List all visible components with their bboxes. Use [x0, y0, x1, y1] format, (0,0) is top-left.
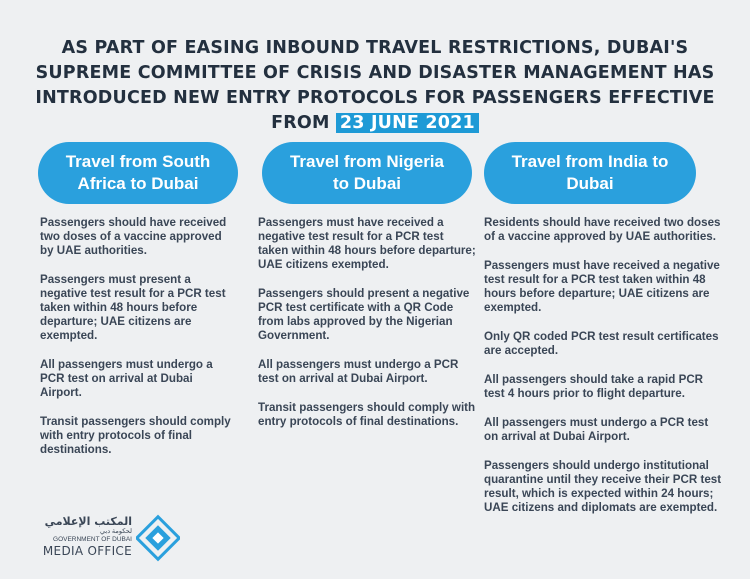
- nigeria-title: Travel from Nigeria to Dubai: [289, 152, 444, 193]
- india-rule: Passengers should undergo institutional quarantine until they receive their PCR test result, which is expected within 24 hours; UAE citizens and diplomats are exempted.: [484, 459, 722, 514]
- media-office-logo: [32, 515, 132, 558]
- south-africa-rule: Passengers should have received two doses of a vaccine approved by UAE authorities.: [40, 216, 227, 257]
- south-africa-rule: Transit passengers should comply with entry protocols of final destinations.: [40, 415, 231, 456]
- logo-government: GOVERNMENT OF DUBAI: [53, 536, 132, 543]
- headline-text: AS PART OF EASING INBOUND TRAVEL RESTRICTIONS, DUBAI'S SUPREME COMMITTEE OF CRISIS AND DISASTER MANAGEMENT HAS INTRODUCED NEW ENTRY PROTOCOLS FOR PASSENGERS EFFECTIVE FROM: [35, 38, 715, 133]
- india-column: [484, 216, 724, 530]
- india-rule: All passengers should take a rapid PCR test 4 hours prior to flight departure.: [484, 373, 704, 400]
- south-africa-rule: Passengers must present a negative test result for a PCR test taken within 48 hours before departure; UAE citizens are exempted.: [40, 273, 226, 342]
- logo-arabic-name: المكتب الإعلامي: [44, 515, 132, 528]
- media-office-emblem-icon: [136, 514, 180, 562]
- india-title: Travel from India to Dubai: [511, 152, 669, 193]
- nigeria-rule: Passengers should present a negative PCR test certificate with a QR Code from labs approved by the Nigerian Government.: [258, 287, 470, 342]
- india-rule: All passengers must undergo a PCR test on arrival at Dubai Airport.: [484, 416, 709, 443]
- india-heading: [484, 142, 696, 204]
- south-africa-title: Travel from South Africa to Dubai: [65, 152, 211, 193]
- nigeria-rule: Transit passengers should comply with entry protocols of final destinations.: [258, 401, 476, 428]
- india-rule: Only QR coded PCR test result certificates are accepted.: [484, 330, 719, 357]
- nigeria-rule: All passengers must undergo a PCR test on arrival at Dubai Airport.: [258, 358, 459, 385]
- india-rule: Residents should have received two doses of a vaccine approved by UAE authorities.: [484, 216, 721, 243]
- nigeria-rule: Passengers must have received a negative test result for a PCR test taken within 48 hours before departure; UAE citizens exempted.: [258, 216, 476, 271]
- nigeria-heading: [262, 142, 472, 204]
- logo-media-office: MEDIA OFFICE: [42, 544, 132, 558]
- south-africa-rule: All passengers must undergo a PCR test on arrival at Dubai Airport.: [40, 358, 213, 399]
- headline: [20, 36, 730, 136]
- headline-date: 23 JUNE 2021: [336, 113, 479, 133]
- south-africa-heading: [38, 142, 238, 204]
- logo-arabic-sub: لحكومة دبي: [99, 528, 132, 535]
- south-africa-column: [40, 216, 236, 472]
- nigeria-column: [258, 216, 476, 444]
- india-rule: Passengers must have received a negative test result for a PCR test taken within 48 hours before departure; UAE citizens are exempted.: [484, 259, 720, 314]
